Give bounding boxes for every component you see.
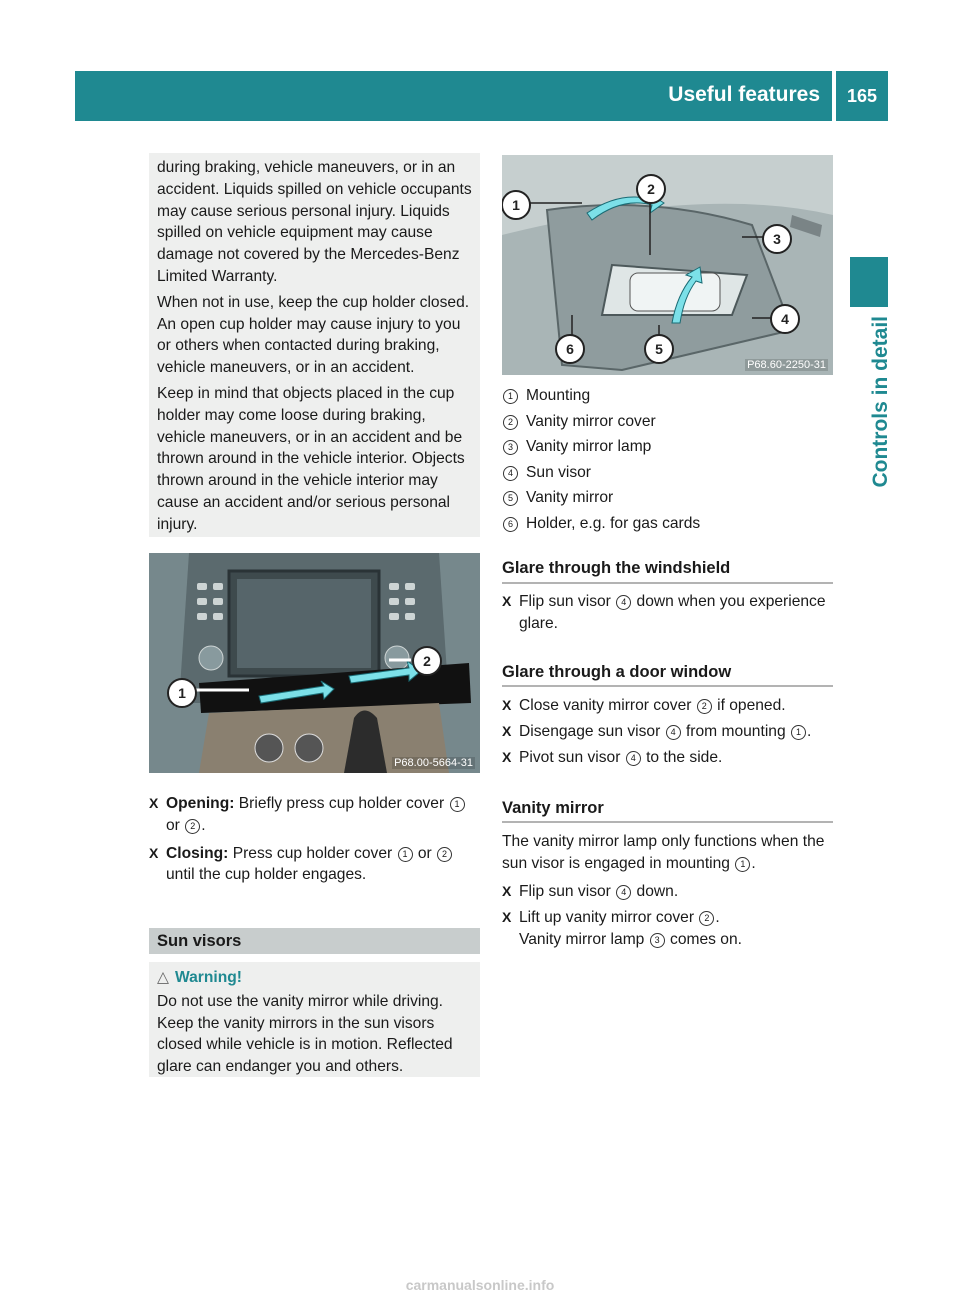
side-tab <box>850 257 888 307</box>
instruction-text: . <box>806 723 812 741</box>
callout-1: 1 <box>502 190 531 220</box>
warning-box <box>149 962 480 1077</box>
callout-ref: 2 <box>699 911 714 926</box>
opening-or: or <box>166 816 185 834</box>
legend-list <box>502 385 833 535</box>
instruction-text: Flip sun visor <box>519 882 616 900</box>
vanity-section <box>502 831 833 950</box>
legend-number: 5 <box>503 491 518 506</box>
callout-ref: 4 <box>616 595 631 610</box>
windshield-instructions <box>502 591 833 635</box>
legend-number: 1 <box>503 389 518 404</box>
heading-rule <box>502 685 833 687</box>
instruction-text: to the side. <box>641 749 723 767</box>
bullet-icon: X <box>502 697 512 713</box>
callout-ref: 4 <box>616 885 631 900</box>
heading-rule <box>502 582 833 584</box>
callout-ref: 1 <box>450 797 465 812</box>
intro-text: . <box>751 854 756 872</box>
legend-item <box>502 385 833 407</box>
vanity-intro <box>502 831 833 875</box>
callout-6: 6 <box>555 334 585 364</box>
warning-paragraph: during braking, vehicle maneuvers, or in an accident. Liquids spilled on vehicle occupants may cause serious personal injury. Liquids spilled on vehicle equipment may cause damage not covered by the Mercedes-Benz Limited Warranty. <box>157 159 472 285</box>
closing-label: Closing: <box>166 844 229 862</box>
warning-continuation-box <box>149 153 480 537</box>
instruction-text: down. <box>632 882 679 900</box>
legend-item <box>502 487 833 509</box>
legend-number: 3 <box>503 440 518 455</box>
callout-ref: 3 <box>650 933 665 948</box>
instruction-text: comes on. <box>665 930 742 948</box>
callout-5: 5 <box>644 334 674 364</box>
footer-watermark: carmanualsonline.info <box>405 1277 555 1293</box>
callout-4: 4 <box>770 304 800 334</box>
door-instructions <box>502 695 842 769</box>
bullet-icon: X <box>502 882 512 899</box>
instruction-text: Pivot sun visor <box>519 749 625 767</box>
legend-label: Vanity mirror lamp <box>526 438 652 456</box>
callout-ref: 4 <box>626 751 641 766</box>
instruction-text: from mounting <box>681 723 790 741</box>
legend-label: Vanity mirror cover <box>526 412 656 430</box>
cup-holder-image <box>149 553 480 773</box>
instruction <box>502 721 842 743</box>
closing-end: until the cup holder engages. <box>166 866 367 884</box>
legend-item <box>502 411 833 433</box>
bullet-icon: X <box>149 844 159 861</box>
section-header-bar <box>149 928 480 954</box>
image-code: P68.60-2250-31 <box>747 359 826 371</box>
heading-rule <box>502 821 833 823</box>
callout-3: 3 <box>762 224 792 254</box>
closing-text: Press cup holder cover <box>228 844 397 862</box>
callout-2: 2 <box>636 174 666 204</box>
page-number: 165 <box>846 86 878 106</box>
bullet-icon: X <box>502 908 512 925</box>
heading-door-window: Glare through a door window <box>502 663 732 681</box>
callout-1: 1 <box>167 678 197 708</box>
instruction-text: Vanity mirror lamp <box>519 930 649 948</box>
callout-ref: 2 <box>697 699 712 714</box>
opening-label: Opening: <box>166 795 235 812</box>
legend-number: 6 <box>503 517 518 532</box>
side-label: Controls in detail <box>869 316 892 488</box>
instruction-opening <box>149 793 480 837</box>
warning-text: Do not use the vanity mirror while driving. Keep the vanity mirrors in the sun visors closed while vehicle is in motion. Reflected glare can endanger you and others. <box>157 992 453 1076</box>
instruction-text: down when you experience glare. <box>519 593 826 632</box>
legend-number: 2 <box>503 415 518 430</box>
sun-visor-image <box>502 155 833 375</box>
legend-label: Sun visor <box>526 463 592 481</box>
bullet-icon: X <box>502 723 512 740</box>
page-title: Useful features <box>668 83 820 106</box>
instruction <box>502 747 842 769</box>
instruction-text: . <box>715 908 720 926</box>
instruction <box>502 591 833 635</box>
warning-title: Warning! <box>175 969 242 986</box>
instruction-text: Lift up vanity mirror cover <box>519 908 699 926</box>
callout-2: 2 <box>412 646 442 676</box>
bullet-icon: X <box>502 593 512 609</box>
warning-paragraph: Keep in mind that objects placed in the cup holder may come loose during braking, vehicle maneuvers, or in an accident and be thrown around in the vehicle interior. Objects thrown around in the vehicle interior may cause an accident and/or serious personal injury. <box>157 384 465 533</box>
bullet-icon: X <box>149 795 159 811</box>
legend-item <box>502 462 833 484</box>
instruction-text: if opened. <box>712 697 786 714</box>
section-title: Sun visors <box>157 932 242 950</box>
heading-windshield: Glare through the windshield <box>502 559 731 577</box>
callout-ref: 4 <box>666 725 681 740</box>
legend-label: Mounting <box>526 387 591 404</box>
heading-vanity-mirror: Vanity mirror <box>502 799 604 817</box>
instruction <box>502 881 833 903</box>
warning-paragraph: When not in use, keep the cup holder closed. An open cup holder may cause injury to you or others when contacted during braking, vehicle maneuvers, or in an accident. <box>157 293 470 377</box>
instruction-text: Disengage sun visor <box>519 723 665 741</box>
legend-label: Holder, e.g. for gas cards <box>526 514 701 532</box>
callout-ref: 2 <box>437 847 452 862</box>
cup-holder-instructions <box>149 793 480 886</box>
callout-ref: 1 <box>791 725 806 740</box>
legend-item <box>502 436 833 458</box>
warning-icon: △ <box>157 969 169 986</box>
opening-text: Briefly press cup holder cover <box>234 795 449 812</box>
closing-or: or <box>413 844 437 862</box>
legend-item <box>502 513 833 535</box>
legend-label: Vanity mirror <box>526 489 614 507</box>
callout-ref: 2 <box>185 819 200 834</box>
instruction <box>502 695 842 717</box>
legend-number: 4 <box>503 466 518 481</box>
warning-heading <box>157 967 472 989</box>
opening-end: . <box>201 816 206 834</box>
instruction-closing <box>149 843 480 887</box>
image-code: P68.00-5664-31 <box>394 757 473 769</box>
callout-ref: 1 <box>735 857 750 872</box>
bullet-icon: X <box>502 749 512 766</box>
instruction-text: Flip sun visor <box>519 593 616 610</box>
intro-text: The vanity mirror lamp only functions when the sun visor is engaged in mounting <box>502 833 825 872</box>
callout-ref: 1 <box>398 847 413 862</box>
instruction <box>502 907 833 951</box>
instruction-text: Close vanity mirror cover <box>519 697 696 714</box>
